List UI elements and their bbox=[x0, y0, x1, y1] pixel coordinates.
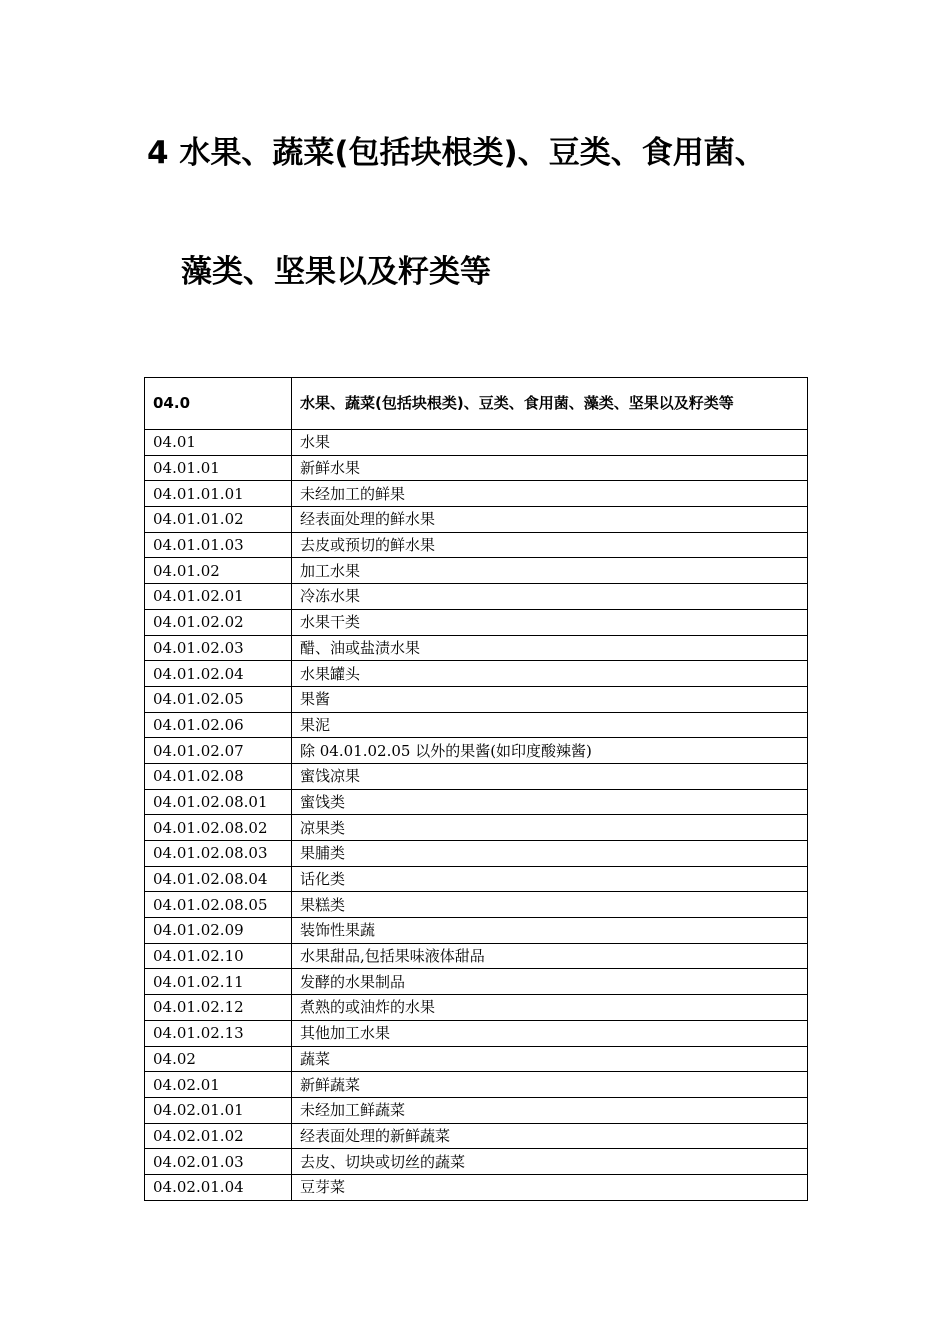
category-code-cell: 04.01.01.02 bbox=[145, 507, 292, 533]
table-row bbox=[145, 918, 808, 944]
header-code-cell: 04.0 bbox=[145, 378, 292, 430]
category-code-cell: 04.01.01.03 bbox=[145, 532, 292, 558]
category-code-cell: 04.01.02.06 bbox=[145, 712, 292, 738]
heading-line-1: 4 水果、蔬菜(包括块根类)、豆类、食用菌、 bbox=[147, 135, 766, 171]
table-row bbox=[145, 1020, 808, 1046]
category-code-cell: 04.01.01 bbox=[145, 455, 292, 481]
header-name-cell: 水果、蔬菜(包括块根类)、豆类、食用菌、藻类、坚果以及籽类等 bbox=[292, 378, 808, 430]
table-row bbox=[145, 1174, 808, 1200]
table-row bbox=[145, 712, 808, 738]
heading-line-2: 藻类、坚果以及籽类等 bbox=[181, 254, 491, 290]
category-name-cell: 水果罐头 bbox=[292, 661, 808, 687]
category-code-cell: 04.02.01 bbox=[145, 1072, 292, 1098]
category-code-cell: 04.01.02.08.03 bbox=[145, 841, 292, 867]
category-name-cell: 冷冻水果 bbox=[292, 584, 808, 610]
category-name-cell: 凉果类 bbox=[292, 815, 808, 841]
table-row bbox=[145, 789, 808, 815]
category-name-cell: 去皮或预切的鲜水果 bbox=[292, 532, 808, 558]
category-code-cell: 04.01.02.13 bbox=[145, 1020, 292, 1046]
category-name-cell: 水果甜品,包括果味液体甜品 bbox=[292, 943, 808, 969]
table-row bbox=[145, 763, 808, 789]
category-code-cell: 04.01.02.08.05 bbox=[145, 892, 292, 918]
table-row bbox=[145, 558, 808, 584]
category-name-cell: 果酱 bbox=[292, 686, 808, 712]
category-name-cell: 豆芽菜 bbox=[292, 1174, 808, 1200]
category-name-cell: 蜜饯类 bbox=[292, 789, 808, 815]
category-code-cell: 04.01.02.09 bbox=[145, 918, 292, 944]
category-name-cell: 煮熟的或油炸的水果 bbox=[292, 995, 808, 1021]
category-name-cell: 新鲜水果 bbox=[292, 455, 808, 481]
table-row bbox=[145, 481, 808, 507]
category-code-cell: 04.01.02.03 bbox=[145, 635, 292, 661]
table-row bbox=[145, 892, 808, 918]
category-code-cell: 04.01.02.11 bbox=[145, 969, 292, 995]
category-code-cell: 04.02 bbox=[145, 1046, 292, 1072]
category-name-cell: 其他加工水果 bbox=[292, 1020, 808, 1046]
table-row bbox=[145, 455, 808, 481]
category-code-cell: 04.02.01.02 bbox=[145, 1123, 292, 1149]
table-row bbox=[145, 738, 808, 764]
category-name-cell: 蜜饯凉果 bbox=[292, 763, 808, 789]
category-name-cell: 醋、油或盐渍水果 bbox=[292, 635, 808, 661]
table-row bbox=[145, 815, 808, 841]
table-row bbox=[145, 507, 808, 533]
category-code-cell: 04.01.02.10 bbox=[145, 943, 292, 969]
category-name-cell: 去皮、切块或切丝的蔬菜 bbox=[292, 1149, 808, 1175]
category-name-cell: 果糕类 bbox=[292, 892, 808, 918]
category-name-cell: 发酵的水果制品 bbox=[292, 969, 808, 995]
table-row bbox=[145, 584, 808, 610]
category-code-cell: 04.01.02.02 bbox=[145, 609, 292, 635]
category-code-cell: 04.02.01.03 bbox=[145, 1149, 292, 1175]
table-row bbox=[145, 1149, 808, 1175]
category-code-cell: 04.01.02 bbox=[145, 558, 292, 584]
category-name-cell: 除 04.01.02.05 以外的果酱(如印度酸辣酱) bbox=[292, 738, 808, 764]
category-code-cell: 04.01.02.08.04 bbox=[145, 866, 292, 892]
table-row bbox=[145, 1123, 808, 1149]
table-row bbox=[145, 995, 808, 1021]
table-row bbox=[145, 866, 808, 892]
table-row bbox=[145, 1097, 808, 1123]
category-name-cell: 果脯类 bbox=[292, 841, 808, 867]
category-name-cell: 水果干类 bbox=[292, 609, 808, 635]
table-row bbox=[145, 686, 808, 712]
category-name-cell: 果泥 bbox=[292, 712, 808, 738]
category-code-cell: 04.02.01.04 bbox=[145, 1174, 292, 1200]
category-code-cell: 04.01.02.08.01 bbox=[145, 789, 292, 815]
category-code-cell: 04.02.01.01 bbox=[145, 1097, 292, 1123]
category-name-cell: 经表面处理的鲜水果 bbox=[292, 507, 808, 533]
category-code-cell: 04.01.02.08.02 bbox=[145, 815, 292, 841]
category-name-cell: 话化类 bbox=[292, 866, 808, 892]
table-row bbox=[145, 969, 808, 995]
category-name-cell: 未经加工鲜蔬菜 bbox=[292, 1097, 808, 1123]
category-code-cell: 04.01.02.04 bbox=[145, 661, 292, 687]
category-name-cell: 未经加工的鲜果 bbox=[292, 481, 808, 507]
category-code-cell: 04.01.02.12 bbox=[145, 995, 292, 1021]
category-name-cell: 蔬菜 bbox=[292, 1046, 808, 1072]
table-row bbox=[145, 430, 808, 456]
table-row bbox=[145, 661, 808, 687]
table-row bbox=[145, 1046, 808, 1072]
table-row bbox=[145, 609, 808, 635]
category-name-cell: 装饰性果蔬 bbox=[292, 918, 808, 944]
category-name-cell: 新鲜蔬菜 bbox=[292, 1072, 808, 1098]
table-row bbox=[145, 635, 808, 661]
category-code-cell: 04.01.01.01 bbox=[145, 481, 292, 507]
category-name-cell: 经表面处理的新鲜蔬菜 bbox=[292, 1123, 808, 1149]
table-header-row bbox=[145, 378, 808, 430]
category-code-cell: 04.01.02.01 bbox=[145, 584, 292, 610]
category-name-cell: 水果 bbox=[292, 430, 808, 456]
category-name-cell: 加工水果 bbox=[292, 558, 808, 584]
table-row bbox=[145, 841, 808, 867]
category-code-cell: 04.01.02.05 bbox=[145, 686, 292, 712]
category-code-cell: 04.01.02.08 bbox=[145, 763, 292, 789]
category-code-cell: 04.01 bbox=[145, 430, 292, 456]
category-code-cell: 04.01.02.07 bbox=[145, 738, 292, 764]
table-row bbox=[145, 1072, 808, 1098]
table-row bbox=[145, 943, 808, 969]
food-category-table bbox=[144, 377, 808, 1201]
table-row bbox=[145, 532, 808, 558]
